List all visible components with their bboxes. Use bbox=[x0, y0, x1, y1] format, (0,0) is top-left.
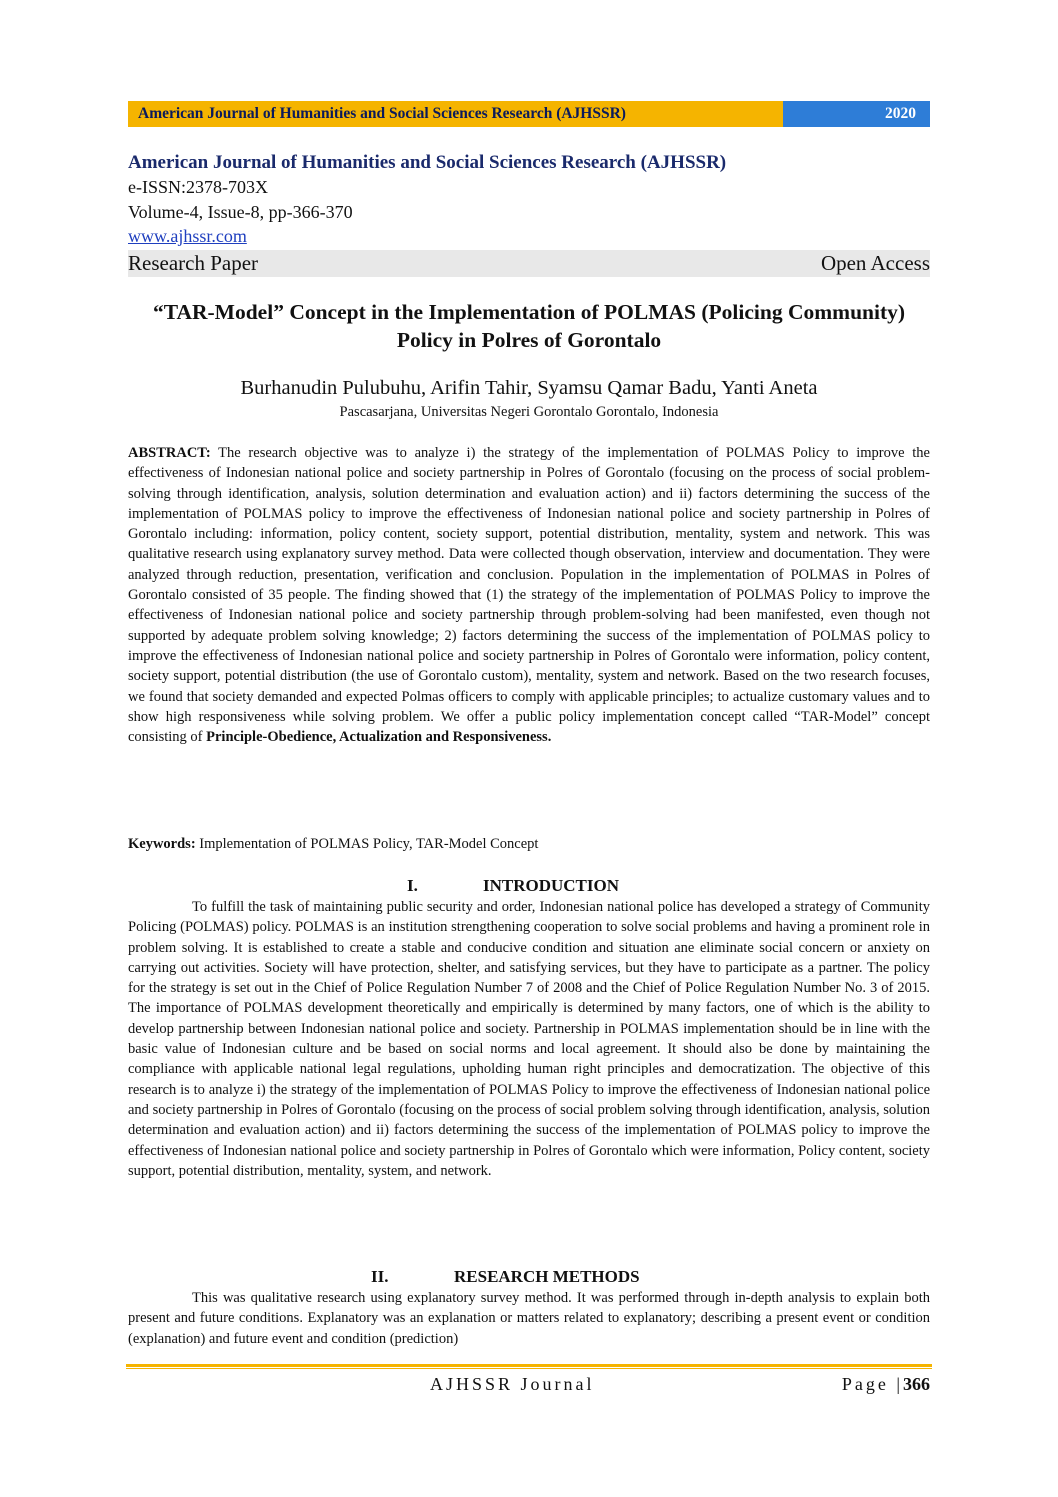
footer-page bbox=[842, 1374, 930, 1395]
footer-divider bbox=[126, 1364, 932, 1367]
section-number: I. bbox=[407, 876, 418, 895]
methods-body: This was qualitative research using explanatory survey method. It was performed through in-depth analysis to explain both present and future conditions. Explanatory was an explanation or matters related to explanatory; describing a present event or condition (explanation) and future event and condition (prediction) bbox=[128, 1290, 930, 1347]
open-access-label: Open Access bbox=[820, 251, 930, 275]
header-journal-name: American Journal of Humanities and Social Sciences Research (AJHSSR) bbox=[128, 101, 783, 127]
section-number: II. bbox=[371, 1267, 389, 1286]
footer-journal: AJHSSR Journal bbox=[430, 1374, 595, 1394]
abstract-label: ABSTRACT: bbox=[128, 445, 211, 461]
abstract-text: The research objective was to analyze i) the strategy of the implementation of POLMAS Policy to improve the effectiveness of Indonesian national police and society partnership in Polres of Gorontalo (focusing on the process of social problem-solving through identification, analysis, solution determination and evaluation action) and ii) factors determining the success of the implementation of POLMAS policy to improve the effectiveness of Indonesian national police and society partnership in Polres of Gorontalo including: information, policy content, society support, potential distribution, mentality, system and network. This was qualitative research using explanatory survey method. Data were collected though observation, interview and documentation. They were analyzed through reduction, presentation, verification and conclusion. Population in the implementation of POLMAS in Polres of Gorontalo consisted of 35 people. The finding showed that (1) the strategy of the implementation of POLMAS Policy to improve the effectiveness of Indonesian national police and society partnership through problem-solving had been manifested, even though not supported by adequate problem solving knowledge; 2) factors determining the success of the implementation of POLMAS policy to improve the effectiveness of Indonesian national police and society partnership in Polres of Gorontalo were information, policy content, society support, potential distribution (the use of Gorontalo custom), mentality, system and network. Based on the two research focuses, we found that society demanded and expected Polmas officers to comply with applicable principles; to actualize customary values and to show high responsiveness while solving problem. We offer a public policy implementation concept called “TAR-Model” concept consisting of bbox=[128, 445, 930, 746]
introduction-body: To fulfill the task of maintaining public security and order, Indonesian national police has developed a strategy of Community Policing (POLMAS) policy. POLMAS is an institution strengthening cooperation to solve social problems and having a prominent role in problem solving. It is established to create a stable and conducive condition and situation ane eliminate social concern or anxiety on carrying out activities. Society will have protection, shelter, and satisfying services, but they have to participate as a partner. The policy for the strategy is set out in the Chief of Police Regulation Number 7 of 2008 and the Chief of Police Regulation Number No. 3 of 2015. The importance of POLMAS development theoretically and empirically is determined by many factors, one of which is the ability to develop partnership between Indonesian national police and society. Partnership in POLMAS implementation should be in line with the basic value of Indonesian culture and be based on social norms and local agreement. It should also be done by maintaining the compliance with applicable national legal regulations, upholding human right principles and democratization. The objective of this research is to analyze i) the strategy of the implementation of POLMAS Policy to improve the effectiveness of Indonesian national police and society partnership in Polres of Gorontalo (focusing on the process of social problem solving through identification, analysis, solution determination and evaluation action) and ii) factors determining the success of the implementation of POLMAS policy to improve the effectiveness of Indonesian national police and society partnership in Polres of Gorontalo which were information, Policy content, society support, potential distribution, mentality, system, and network. bbox=[128, 899, 930, 1179]
section-heading-methods bbox=[128, 1267, 930, 1287]
journal-header-band bbox=[128, 101, 930, 127]
masthead-volume: Volume-4, Issue-8, pp-366-370 bbox=[128, 202, 353, 222]
paper-type-bar bbox=[128, 250, 930, 277]
masthead-journal-name: American Journal of Humanities and Social Sciences Research (AJHSSR) bbox=[128, 152, 727, 173]
page-number: 366 bbox=[903, 1374, 930, 1394]
masthead-issn bbox=[128, 177, 268, 198]
paper-type-label: Research Paper bbox=[128, 251, 259, 275]
page-label: Page | bbox=[841, 1374, 903, 1394]
keywords bbox=[128, 834, 930, 854]
footer-divider-thin bbox=[126, 1368, 932, 1369]
keywords-label: Keywords: bbox=[128, 836, 196, 852]
issn-value: 2378-703X bbox=[186, 177, 268, 197]
section-title: INTRODUCTION bbox=[483, 876, 620, 895]
issn-label: e-ISSN: bbox=[128, 177, 186, 197]
header-year: 2020 bbox=[783, 101, 930, 127]
keywords-text: Implementation of POLMAS Policy, TAR-Model Concept bbox=[195, 836, 539, 852]
article-title: “TAR-Model” Concept in the Implementation of POLMAS (Policing Community) Policy in Polres of Gorontalo bbox=[152, 300, 906, 352]
journal-website-link[interactable]: www.ajhssr.com bbox=[128, 226, 247, 246]
author-affiliation: Pascasarjana, Universitas Negeri Gorontalo Gorontalo, Indonesia bbox=[339, 404, 719, 420]
section-title: RESEARCH METHODS bbox=[454, 1267, 640, 1286]
abstract bbox=[128, 443, 930, 747]
article-authors: Burhanudin Pulubuhu, Arifin Tahir, Syamsu Qamar Badu, Yanti Aneta bbox=[240, 377, 818, 399]
section-heading-introduction bbox=[128, 876, 930, 896]
abstract-bold-end: Principle-Obedience, Actualization and Responsiveness. bbox=[206, 729, 552, 746]
